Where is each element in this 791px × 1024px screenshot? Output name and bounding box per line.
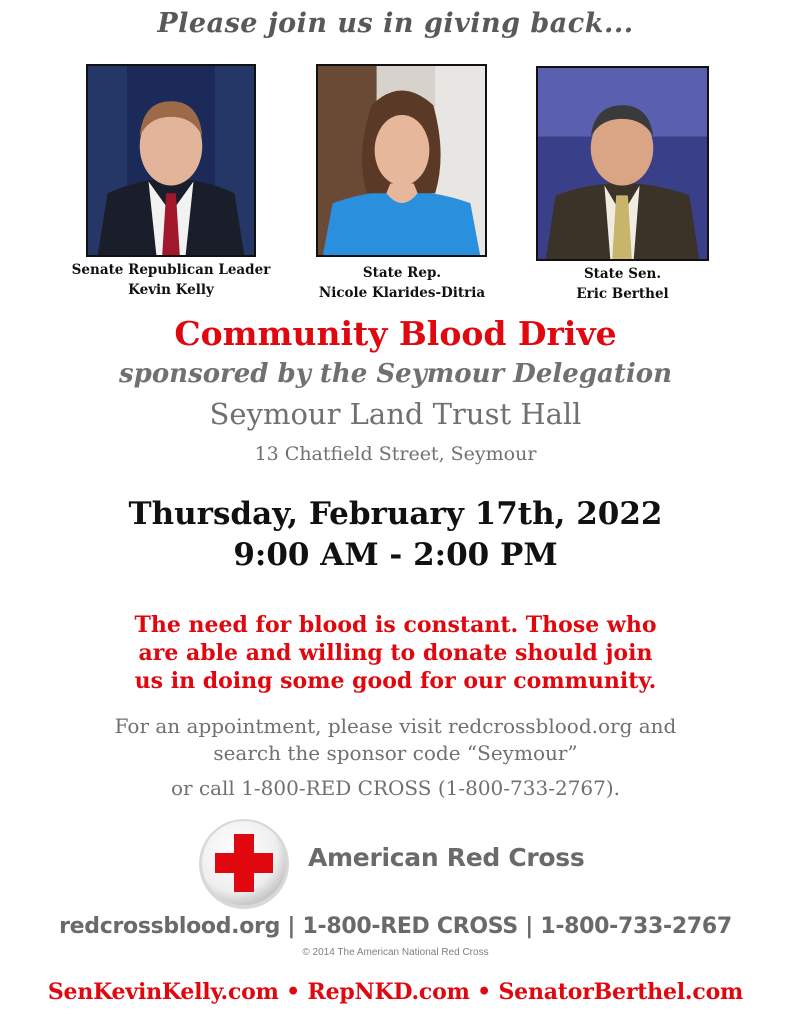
portrait-eric-berthel xyxy=(536,66,709,261)
copyright: © 2014 The American National Red Cross xyxy=(302,947,489,958)
tagline: Please join us in giving back... xyxy=(157,8,634,39)
caption-kevin-kelly xyxy=(60,260,282,300)
caption-eric-berthel xyxy=(536,264,709,304)
caption-nicole-klarides-ditria xyxy=(296,263,508,303)
sponsor-websites: SenKevinKelly.com • RepNKD.com • SenatorBerthel.com xyxy=(47,979,744,1005)
event-title: Community Blood Drive xyxy=(174,314,617,353)
portrait-kevin-kelly xyxy=(86,64,256,257)
caption-title: State Rep. xyxy=(362,265,442,281)
caption-title: Senate Republican Leader xyxy=(71,262,271,278)
red-cross-name: American Red Cross xyxy=(308,843,585,872)
venue-name: Seymour Land Trust Hall xyxy=(209,397,582,431)
donation-message xyxy=(0,611,791,695)
event-time: 9:00 AM - 2:00 PM xyxy=(233,537,558,573)
message-line: The need for blood is constant. Those who xyxy=(134,612,657,638)
red-cross-logo-icon xyxy=(196,816,292,912)
caption-name: Eric Berthel xyxy=(576,286,669,302)
appointment-line: For an appointment, please visit redcrossblood.org and xyxy=(114,714,677,738)
caption-title: State Sen. xyxy=(583,266,662,282)
event-date: Thursday, February 17th, 2022 xyxy=(128,496,663,532)
caption-name: Nicole Klarides-Ditria xyxy=(318,285,486,301)
appointment-line: search the sponsor code “Seymour” xyxy=(213,741,578,765)
red-cross-contact: redcrossblood.org | 1-800-RED CROSS | 1-800-733-2767 xyxy=(59,914,732,939)
message-line: us in doing some good for our community. xyxy=(134,668,657,694)
venue-address: 13 Chatfield Street, Seymour xyxy=(254,443,537,465)
sponsored-by: sponsored by the Seymour Delegation xyxy=(119,359,672,389)
message-line: are able and willing to donate should join xyxy=(138,640,653,666)
appointment-info xyxy=(0,713,791,802)
appointment-line: or call 1-800-RED CROSS (1-800-733-2767). xyxy=(170,776,621,800)
portrait-nicole-klarides-ditria xyxy=(316,64,487,257)
caption-name: Kevin Kelly xyxy=(128,282,214,298)
